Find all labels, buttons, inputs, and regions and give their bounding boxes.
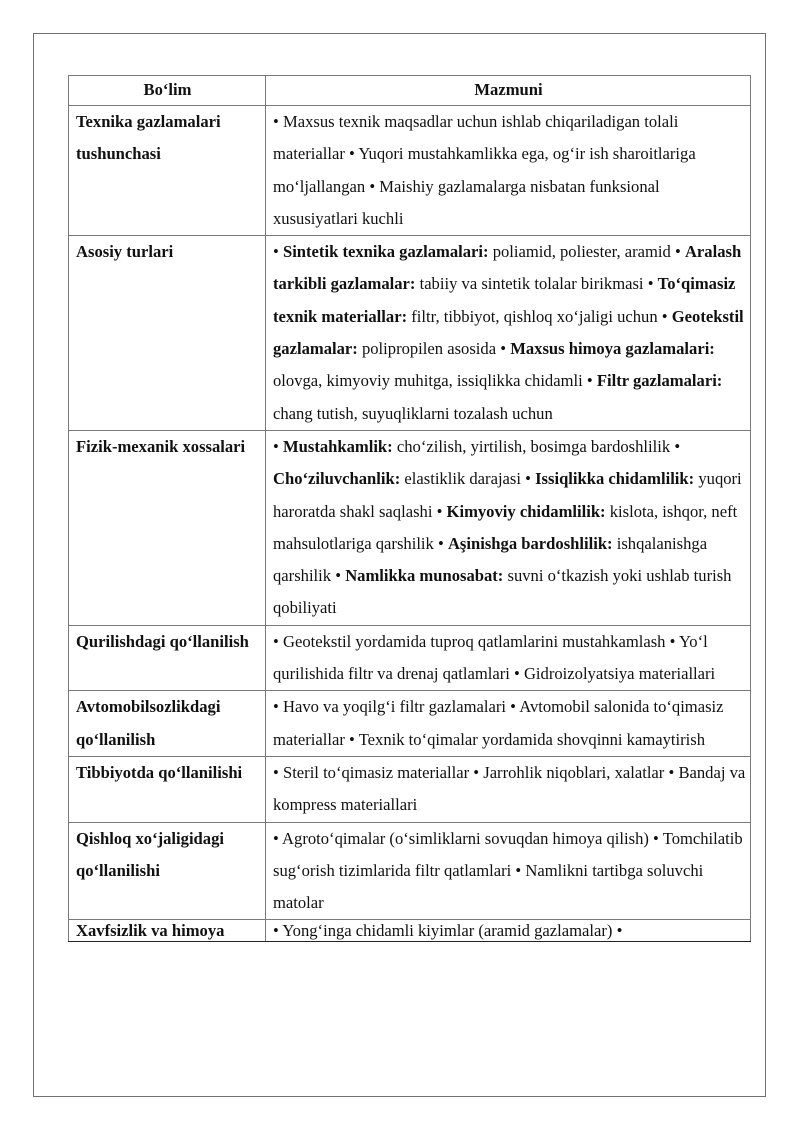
bullet-icon: •	[509, 664, 524, 684]
row-content	[266, 430, 751, 625]
row-section-title: Tibbiyotda qo‘llanilishi	[69, 756, 266, 822]
bullet-icon: •	[469, 762, 484, 782]
item-text: Maxsus texnik maqsadlar uchun ishlab chiqariladigan tolali materiallar	[273, 112, 679, 164]
item-label: Issiqlikka chidamlilik:	[535, 469, 695, 489]
bullet-icon: •	[433, 533, 448, 553]
row-content	[266, 920, 751, 942]
bullet-icon: •	[273, 436, 283, 456]
row-content	[266, 822, 751, 920]
row-content	[266, 625, 751, 691]
table-row	[69, 691, 751, 757]
bullet-icon: •	[511, 860, 526, 880]
item-label: Geotekstil gazlamalar:	[273, 306, 744, 359]
row-section-title: Fizik-mexanik xossalari	[69, 430, 266, 625]
bullet-icon: •	[365, 176, 380, 196]
row-content	[266, 756, 751, 822]
item-text: Havo va yoqilg‘i filtr gazlamalari	[282, 697, 506, 717]
item-text: yuqori haroratda shakl saqlashi	[273, 469, 742, 521]
bullet-icon: •	[273, 828, 283, 848]
row-section-title: Qurilishdagi qo‘llanilish	[69, 625, 266, 691]
item-text: Yuqori mustahkamlikka ega, og‘ir ish sharoitlariga mo‘ljallangan	[273, 144, 696, 196]
bullet-icon: •	[331, 566, 346, 586]
item-label: Cho‘ziluvchanlik:	[273, 469, 401, 489]
bullet-icon: •	[520, 469, 536, 489]
item-text: tabiiy va sintetik tolalar birikmasi	[419, 274, 644, 294]
bullet-icon: •	[612, 921, 623, 941]
bullet-icon: •	[273, 697, 283, 717]
bullet-icon: •	[273, 112, 283, 131]
bullet-icon: •	[273, 921, 283, 941]
bullet-icon: •	[643, 274, 658, 294]
item-text: Texnik to‘qimalar yordamida shovqinni kamaytirish	[358, 729, 706, 749]
row-section-title: Qishloq xo‘jaligidagi qo‘llanilishi	[69, 822, 266, 920]
item-text: Avtomobil salonida to‘qimasiz materiallar	[273, 697, 724, 749]
bullet-icon: •	[664, 762, 679, 782]
item-text: kislota, ishqor, neft mahsulotlariga qarshilik	[273, 501, 738, 553]
item-text: Gidroizolyatsiya materiallari	[523, 664, 716, 684]
item-text: suvni o‘tkazish yoki ushlab turish qobiliyati	[273, 566, 732, 618]
item-text: cho‘zilish, yirtilish, bosimga bardoshlilik	[396, 436, 671, 456]
bullet-icon: •	[344, 729, 359, 749]
item-text: Yo‘l qurilishida filtr va drenaj qatlamlari	[273, 631, 708, 684]
item-text: Tomchilatib sug‘orish tizimlarida filtr qatlamlari	[273, 828, 743, 880]
bullet-icon: •	[582, 371, 597, 391]
table-header-row	[69, 76, 751, 106]
row-section-title: Avtomobilsozlikdagi qo‘llanilish	[69, 691, 266, 757]
bullet-icon: •	[273, 242, 283, 262]
row-content	[266, 106, 751, 236]
table-row	[69, 236, 751, 431]
bullet-icon: •	[665, 631, 679, 651]
item-text: poliamid, poliester, aramid	[492, 242, 671, 262]
item-label: Aralash tarkibli gazlamalar:	[273, 242, 742, 294]
item-text: polipropilen asosida	[361, 339, 497, 359]
item-text: filtr, tibbiyot, qishloq xo‘jaligi uchun	[411, 306, 658, 326]
item-text: chang tutish, suyuqliklarni tozalash uchun	[273, 403, 553, 423]
bullet-icon: •	[432, 501, 447, 521]
item-text: Agroto‘qimalar (o‘simliklarni sovuqdan himoya qilish)	[282, 828, 649, 848]
item-label: Filtr gazlamalari:	[596, 371, 723, 391]
item-text: elastiklik darajasi	[404, 469, 521, 489]
table-row	[69, 920, 751, 942]
row-section-title: Xavfsizlik va himoya	[69, 920, 266, 942]
bullet-icon: •	[670, 436, 681, 456]
item-text: Namlikni tartibga soluvchi matolar	[273, 860, 704, 913]
item-text: Maishiy gazlamalarga nisbatan funksional xususiyatlari kuchli	[273, 176, 660, 228]
bullet-icon: •	[670, 242, 685, 262]
item-label: Maxsus himoya gazlamalari:	[510, 339, 715, 359]
item-text: Steril to‘qimasiz materiallar	[282, 762, 470, 782]
bullet-icon: •	[344, 144, 359, 164]
item-label: Kimyoviy chidamlilik:	[446, 501, 606, 521]
item-text: Bandaj va kompress materiallari	[273, 762, 746, 815]
table-row	[69, 430, 751, 625]
item-label: Sintetik texnika gazlamalari:	[282, 242, 489, 262]
item-text: ishqalanishga qarshilik	[273, 533, 708, 586]
row-content	[266, 236, 751, 431]
bullet-icon: •	[505, 697, 520, 717]
item-label: Namlikka munosabat:	[345, 566, 504, 586]
table-row	[69, 625, 751, 691]
item-label: Aşinishga bardoshlilik:	[447, 533, 613, 553]
item-text: olovga, kimyoviy muhitga, issiqlikka chidamli	[273, 371, 583, 391]
bullet-icon: •	[657, 306, 672, 326]
table-row	[69, 822, 751, 920]
item-label: To‘qimasiz texnik materiallar:	[273, 274, 736, 326]
item-label: Mustahkamlik:	[282, 436, 393, 456]
table-row	[69, 756, 751, 822]
bullet-icon: •	[496, 339, 511, 359]
item-text: Geotekstil yordamida tuproq qatlamlarini mustahkamlash	[282, 631, 666, 651]
bullet-icon: •	[273, 631, 283, 651]
bullet-icon: •	[648, 828, 663, 848]
bullet-icon: •	[273, 762, 283, 782]
row-section-title: Asosiy turlari	[69, 236, 266, 431]
header-content: Mazmuni	[266, 76, 751, 106]
row-section-title: Texnika gazlamalari tushunchasi	[69, 106, 266, 236]
item-text: Yong‘inga chidamli kiyimlar (aramid gazlamalar)	[282, 921, 613, 941]
header-section: Bo‘lim	[69, 76, 266, 106]
content-table	[68, 75, 751, 942]
table-row	[69, 106, 751, 236]
row-content	[266, 691, 751, 757]
item-text: Jarrohlik niqoblari, xalatlar	[483, 762, 665, 782]
